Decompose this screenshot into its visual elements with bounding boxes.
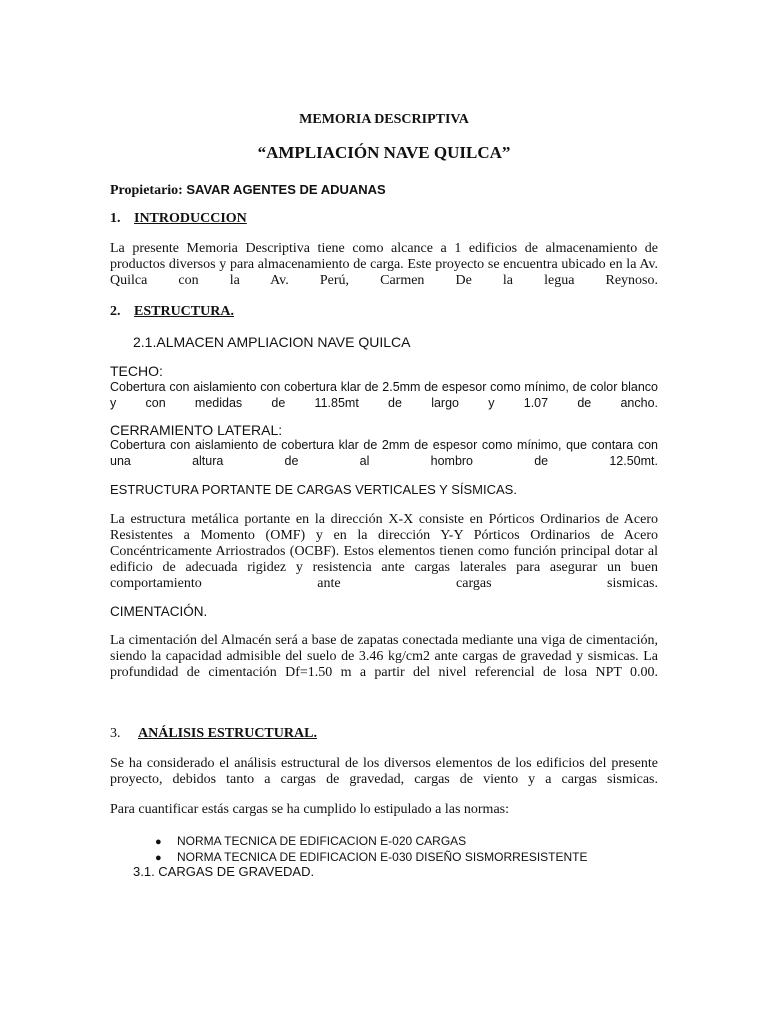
techo-label: TECHO: [110,363,163,379]
subsection-2-1-heading: 2.1.ALMACEN AMPLIACION NAVE QUILCA [133,334,411,350]
section-2-number: 2. [110,304,121,319]
document-subtitle: “AMPLIACIÓN NAVE QUILCA” [257,143,511,162]
owner-line [110,182,658,199]
section-3-body-2: Para cuantificar estás cargas se ha cumplido lo estipulado a las normas: [110,802,509,817]
document-title: MEMORIA DESCRIPTIVA [299,112,469,127]
owner-value: SAVAR AGENTES DE ADUANAS [186,182,386,197]
section-1-title: INTRODUCCION [134,211,247,226]
cerramiento-body: Cobertura con aislamiento de cobertura klar de 2mm de espesor como mínimo, que contara con una altura de al hombro de 12.50mt. [110,438,658,468]
section-3-heading [110,726,658,742]
bullet-text-2: NORMA TECNICA DE EDIFICACION E-030 DISEÑO SISMORRESISTENTE [177,850,588,864]
cimentacion-label: CIMENTACIÓN. [110,604,208,619]
cerramiento-label: CERRAMIENTO LATERAL: [110,422,283,438]
bullet-text-1: NORMA TECNICA DE EDIFICACION E-020 CARGAS [177,834,467,848]
cimentacion-body: La cimentación del Almacén será a base de zapatas conectada mediante una viga de cimentación, siendo la capacidad admisible del suelo de 3.46 kg/cm2 ante cargas de gravedad y sismicas. La profundidad de cimentación Df=1.50 m a partir del nivel referencial de losa NPT 0.00. [110,633,658,680]
section-2-heading [110,304,658,320]
section-2-title: ESTRUCTURA. [134,304,234,319]
owner-label: Propietario: [110,183,183,198]
techo-body: Cobertura con aislamiento con cobertura klar de 2.5mm de espesor como mínimo, de color blanco y con medidas de 11.85mt de largo y 1.07 de ancho. [110,380,658,410]
bullet-icon: ● [155,852,162,864]
estructura-body: La estructura metálica portante en la dirección X-X consiste en Pórticos Ordinarios de Acero Resistentes a Momento (OMF) y en la dirección Y-Y Pórticos Ordinarios de Acero Concéntricamente Arriostrados (OCBF). Estos elementos tienen como función principal dotar al edificio de adecuada rigidez y resistencia ante cargas laterales para asegurar un buen comportamiento ante cargas sismicas. [110,512,658,591]
section-3-number: 3. [110,726,121,741]
section-1-body: La presente Memoria Descriptiva tiene como alcance a 1 edificios de almacenamiento de productos diversos y para almacenamiento de carga. Este proyecto se encuentra ubicado en la Av. Quilca con la Av. Perú, Carmen De la legua Reynoso. [110,241,658,288]
bullet-item-1 [155,833,466,850]
subsection-3-1-heading: 3.1. CARGAS DE GRAVEDAD. [133,864,315,879]
section-3-body: Se ha considerado el análisis estructural de los diversos elementos de los edificios del presente proyecto, debidos tanto a cargas de gravedad, cargas de viento y a cargas sismicas. [110,756,658,787]
section-3-title: ANÁLISIS ESTRUCTURAL. [138,726,317,741]
estructura-label: ESTRUCTURA PORTANTE DE CARGAS VERTICALES Y SÍSMICAS. [110,482,517,497]
section-1-number: 1. [110,211,121,226]
bullet-icon: ● [155,836,162,848]
section-1-heading [110,211,658,227]
